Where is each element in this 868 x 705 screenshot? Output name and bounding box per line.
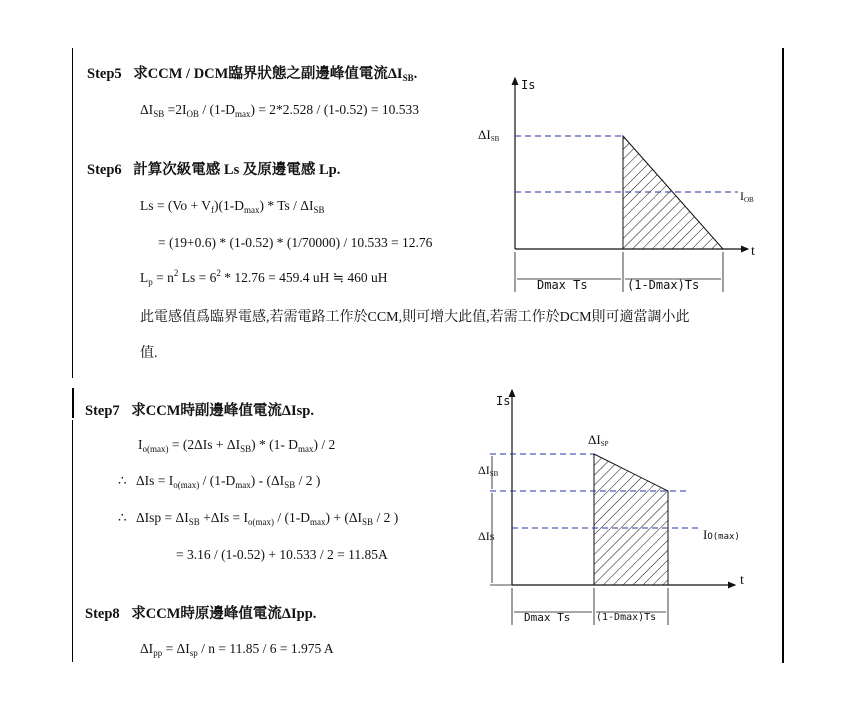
diagram2-average-label: IO(max) bbox=[703, 527, 740, 542]
eq-sub: o(max) bbox=[173, 480, 200, 490]
eq-sub: o(max) bbox=[248, 517, 274, 527]
eq-text: / 2 ) bbox=[295, 473, 321, 488]
step8-title: 求CCM時原邊峰值電流ΔIpp. bbox=[131, 606, 317, 622]
eq-sub: p bbox=[148, 277, 153, 287]
eq-sub: f bbox=[211, 205, 214, 215]
eq-text: = (2ΔIs + ΔI bbox=[168, 437, 241, 452]
eq-text: I bbox=[138, 437, 143, 452]
eq-text: / (1-D bbox=[198, 102, 235, 117]
eq-sub: max bbox=[244, 205, 260, 215]
diagram2-x-label: t bbox=[740, 573, 744, 588]
eq-sub: SB bbox=[153, 109, 165, 119]
eq-sub: max bbox=[235, 480, 251, 490]
eq-text: ΔI bbox=[140, 102, 154, 117]
diagram1-average-label: IOB bbox=[740, 189, 754, 204]
eq-text: / 2 ) bbox=[373, 510, 399, 525]
eq-text: ) + (ΔI bbox=[325, 510, 363, 525]
diagram1-off-label: (1-Dmax)Ts bbox=[627, 278, 700, 292]
eq-sub: SB bbox=[188, 517, 200, 527]
eq-sub: OB bbox=[186, 109, 199, 119]
eq-text: / (1-D bbox=[274, 510, 310, 525]
step7-equation-4: = 3.16 / (1-0.52) + 10.533 / 2 = 11.85A bbox=[176, 547, 388, 562]
eq-sub: sp bbox=[189, 648, 198, 658]
eq-text: ΔIsp = ΔI bbox=[135, 510, 189, 525]
step6-title: 計算次級電感 Ls 及原邊電感 Lp. bbox=[133, 162, 341, 178]
eq-sub: max bbox=[297, 444, 314, 454]
diagram2-is-label: ΔIs bbox=[478, 529, 495, 543]
diagram2-ccm-current bbox=[478, 390, 744, 625]
diagram1-y-label: Is bbox=[521, 78, 536, 92]
eq-text: Ls = 6 bbox=[178, 270, 217, 285]
eq-sub: max bbox=[310, 517, 326, 527]
diagram2-off-label: (1-Dmax)Ts bbox=[596, 612, 657, 623]
diagram1-critical-current bbox=[478, 78, 755, 292]
eq-sub: SB bbox=[313, 205, 325, 215]
eq-text: = ΔI bbox=[162, 641, 190, 656]
diagram2-isb-label: ΔISB bbox=[478, 463, 499, 478]
eq-sup: 2 bbox=[216, 268, 221, 278]
step5-label: Step5 bbox=[87, 66, 122, 82]
diagram2-hatched-trapezoid bbox=[594, 454, 668, 585]
eq-sub: SB bbox=[362, 517, 374, 527]
eq-text: ΔI bbox=[140, 641, 154, 656]
eq-text: ) - (ΔI bbox=[250, 473, 285, 488]
eq-text: ΔIs = I bbox=[135, 473, 174, 488]
step5-title-end: . bbox=[413, 66, 418, 82]
eq-text: = n bbox=[152, 270, 174, 285]
step5-title: 求CCM / DCM臨界狀態之副邊峰值電流ΔI bbox=[133, 66, 403, 82]
step7-title: 求CCM時副邊峰值電流ΔIsp. bbox=[131, 403, 314, 419]
eq-text: / (1-D bbox=[199, 473, 236, 488]
step8-label: Step8 bbox=[85, 606, 120, 622]
eq-sub: SB bbox=[284, 480, 296, 490]
eq-sup: 2 bbox=[173, 268, 179, 278]
step6-label: Step6 bbox=[87, 162, 122, 178]
diagram1-peak-label: ΔISB bbox=[478, 127, 500, 143]
step6-note-line1: 此電感值爲臨界電感,若需電路工作於CCM,則可增大此值,若需工作於DCM則可適當調小此 bbox=[140, 310, 690, 325]
eq-text: =2I bbox=[164, 102, 187, 117]
diagram1-dmax-label: Dmax Ts bbox=[537, 278, 588, 292]
diagram2-y-label: Is bbox=[496, 394, 511, 408]
therefore-symbol: ∴ bbox=[118, 510, 127, 525]
step6-note-line2: 值. bbox=[140, 346, 158, 361]
eq-text: ) = 2*2.528 / (1-0.52) = 10.533 bbox=[250, 102, 420, 117]
eq-sub: SB bbox=[240, 444, 252, 454]
eq-sub: o(max) bbox=[142, 444, 169, 454]
eq-text: ) * Ts / ΔI bbox=[259, 198, 314, 213]
step7-label: Step7 bbox=[85, 403, 120, 419]
eq-text: * 12.76 = 459.4 uH ≒ 460 uH bbox=[220, 270, 388, 285]
eq-text: ) / 2 bbox=[313, 437, 336, 452]
eq-text: L bbox=[140, 270, 149, 285]
diagram1-x-label: t bbox=[751, 244, 755, 259]
step6-equation-2: = (19+0.6) * (1-0.52) * (1/70000) / 10.533 = 12.76 bbox=[158, 235, 433, 250]
eq-text: Ls = (Vo + V bbox=[140, 198, 211, 213]
eq-sub: pp bbox=[153, 648, 163, 658]
diagram2-peak-label: ΔISP bbox=[588, 432, 609, 448]
diagram2-dmax-label: Dmax Ts bbox=[524, 611, 571, 624]
eq-sub: max bbox=[234, 109, 251, 119]
therefore-symbol: ∴ bbox=[118, 473, 127, 488]
step5-title-sub: SB bbox=[402, 73, 414, 83]
eq-text: / n = 11.85 / 6 = 1.975 A bbox=[197, 641, 334, 656]
eq-text: )(1-D bbox=[214, 198, 244, 213]
eq-text: +ΔIs = I bbox=[199, 510, 248, 525]
eq-text: ) * (1- D bbox=[251, 437, 298, 452]
